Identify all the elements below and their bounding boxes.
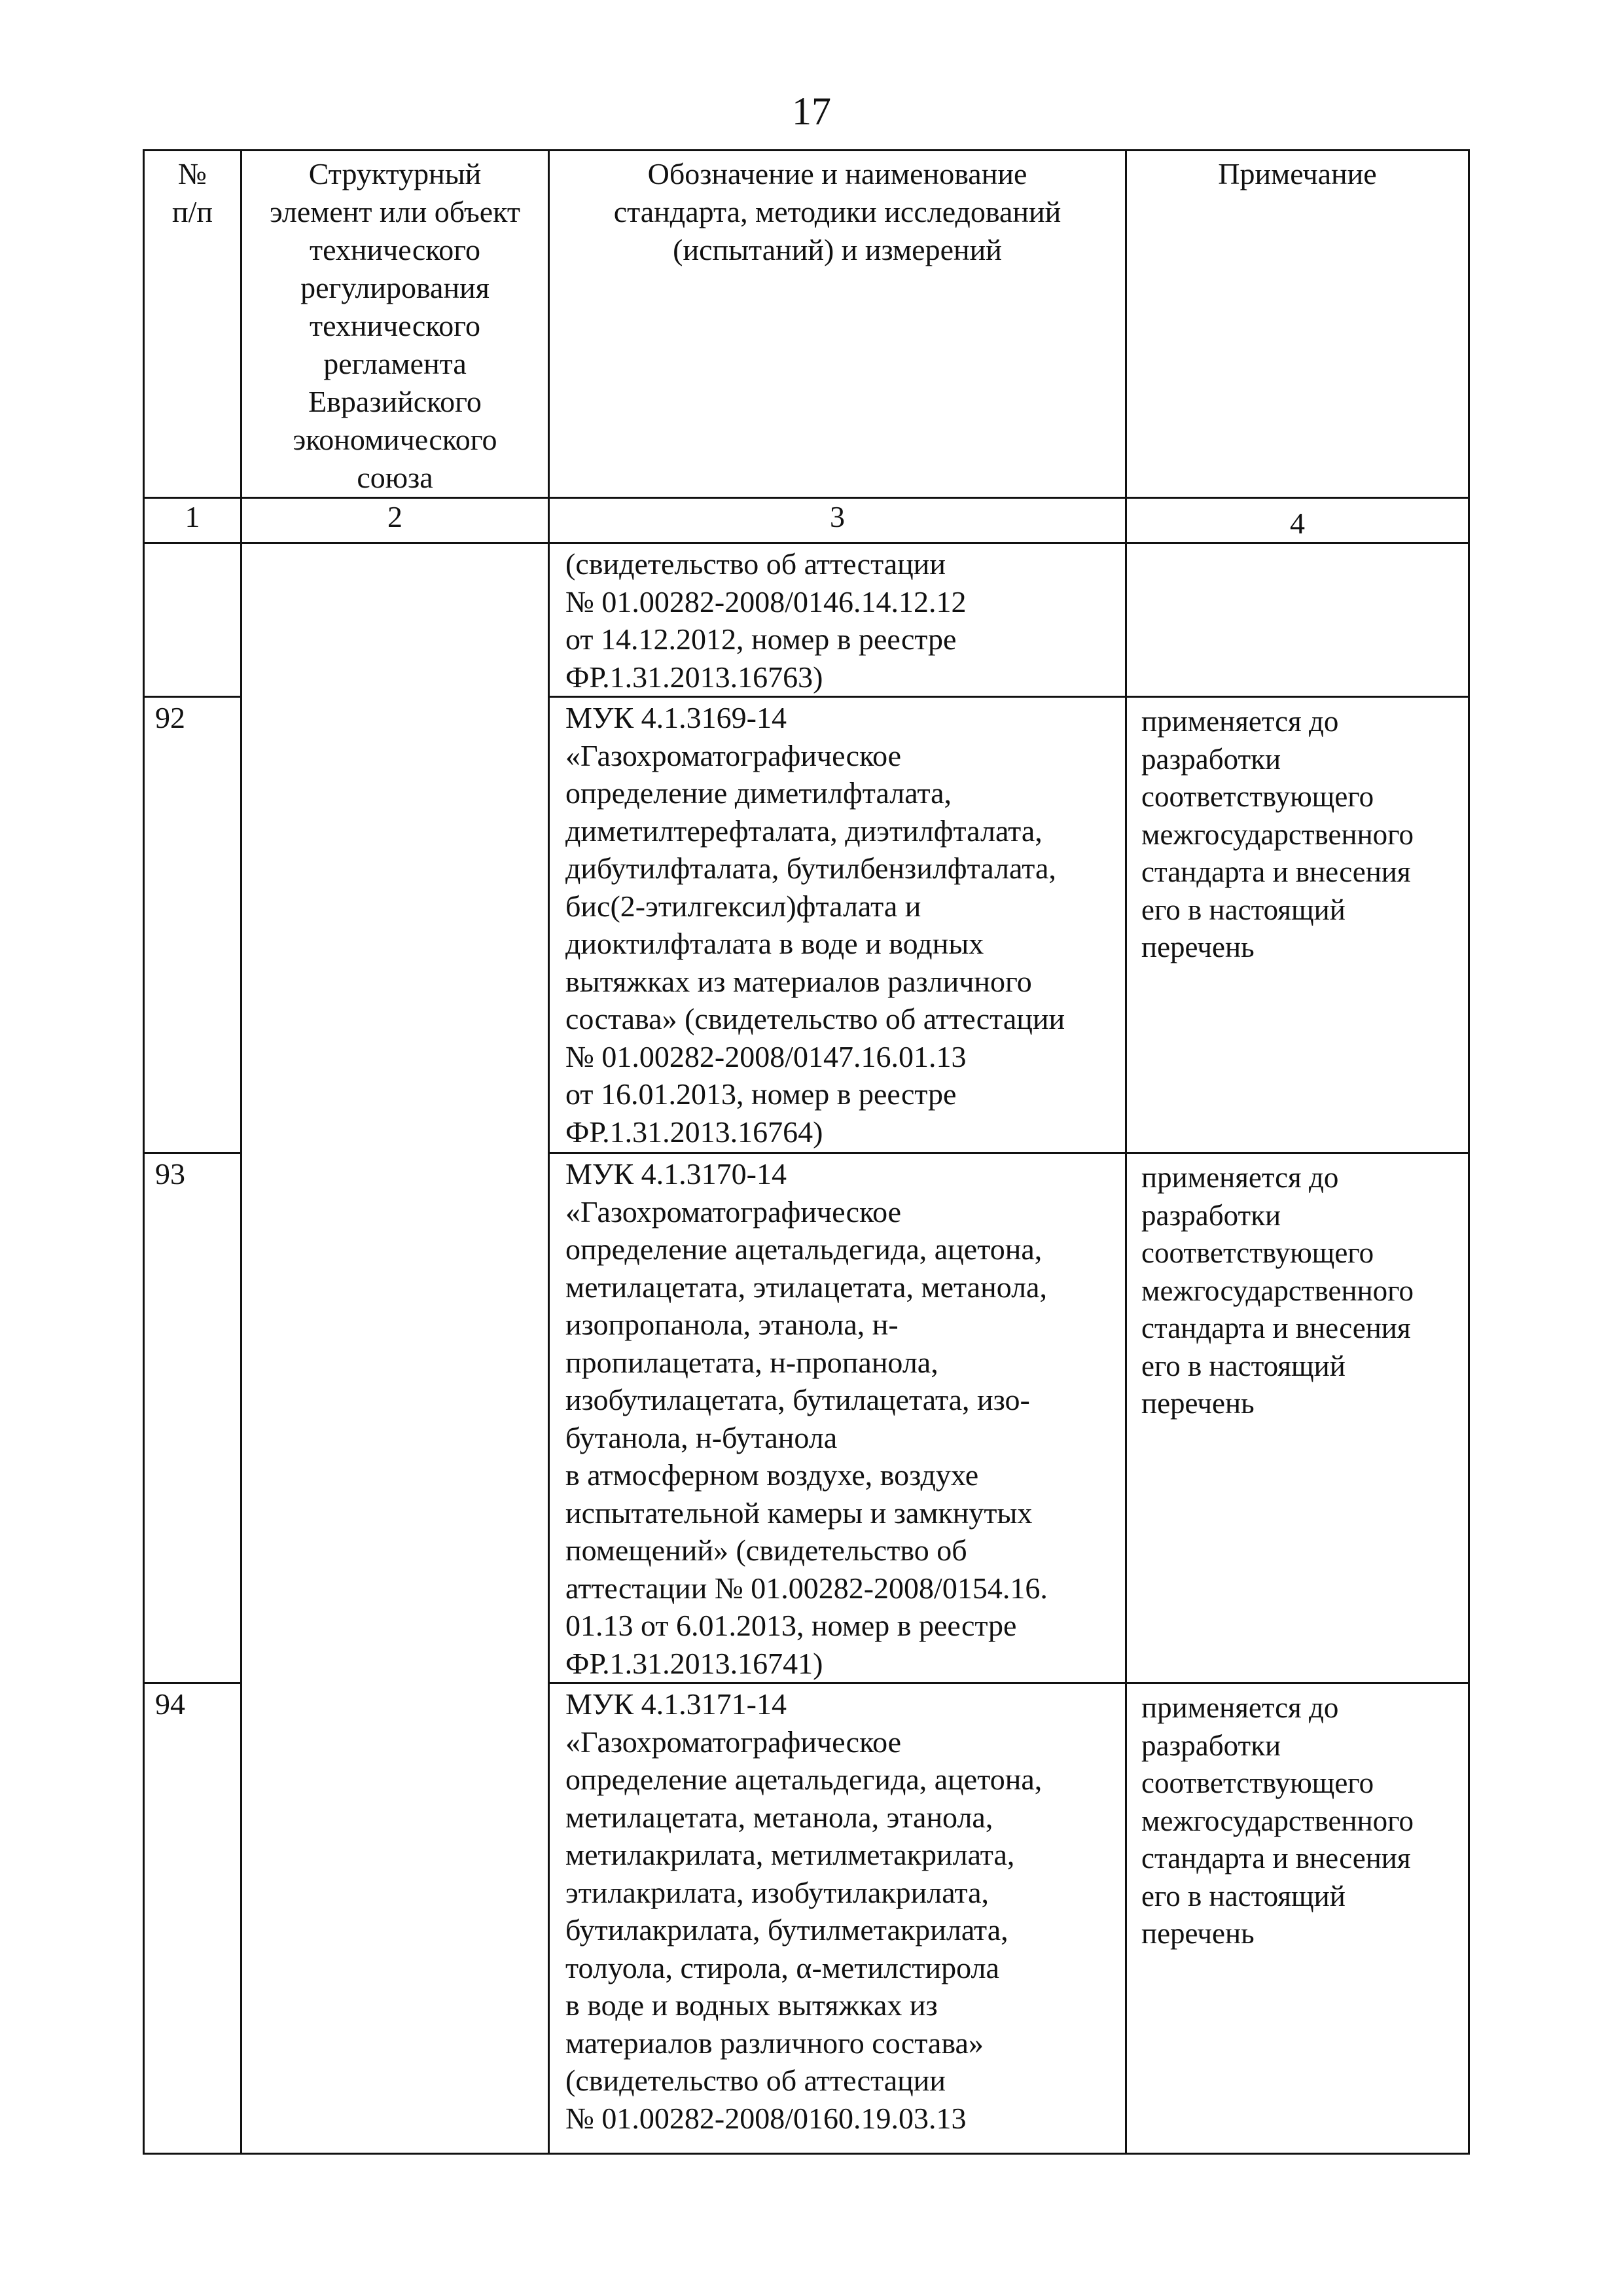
column-number: 1 xyxy=(144,498,241,543)
header-number: № п/п xyxy=(144,151,241,498)
row-number: 94 xyxy=(144,1683,241,2154)
row-note: применяется до разработки соответствующего межгосударственного стандарта и внесения его в настоящий перечень xyxy=(1126,1153,1469,1683)
row-number: 93 xyxy=(144,1153,241,1683)
column-number: 3 xyxy=(549,498,1126,543)
column-number-row xyxy=(144,498,1469,543)
standards-table xyxy=(143,149,1470,2155)
row-number: 92 xyxy=(144,697,241,1153)
column-number: 2 xyxy=(241,498,549,543)
row-structural-element xyxy=(241,543,549,2154)
page-number: 17 xyxy=(792,90,831,133)
row-designation: МУК 4.1.3170-14 «Газохроматографическое определение ацетальдегида, ацетона, метилацетата, этилацетата, метанола, изопропанола, этанола, н- пропилацетата, н-пропанола, изобутилацетата, бутилацетата, изо- бутанола, н-бутанола в атмосферном воздухе, воздухе испытательной камеры и замкнутых помещений» (свидетельство об аттестации № 01.00282-2008/0154.16. 01.13 от 6.01.2013, номер в реестре ФР.1.31.2013.16741) xyxy=(549,1153,1126,1683)
row-designation: МУК 4.1.3169-14 «Газохроматографическое определение диметилфталата, диметилтерефталата, диэтилфталата, дибутилфталата, бутилбензилфталата, бис(2-этилгексил)фталата и диоктилфталата в воде и водных вытяжках из материалов различного состава» (свидетельство об аттестации № 01.00282-2008/0147.16.01.13 от 16.01.2013, номер в реестре ФР.1.31.2013.16764) xyxy=(549,697,1126,1153)
row-note: применяется до разработки соответствующего межгосударственного стандарта и внесения его в настоящий перечень xyxy=(1126,1683,1469,2154)
row-note xyxy=(1126,543,1469,697)
column-number: 4 xyxy=(1126,498,1469,543)
table-row xyxy=(144,543,1469,697)
row-designation: МУК 4.1.3171-14 «Газохроматографическое определение ацетальдегида, ацетона, метилацетата, метанола, этанола, метилакрилата, метилметакрилата, этилакрилата, изобутилакрилата, бутилакрилата, бутилметакрилата, толуола, стирола, α-метилстирола в воде и водных вытяжках из материалов различного состава» (свидетельство об аттестации № 01.00282-2008/0160.19.03.13 xyxy=(549,1683,1126,2154)
header-structural-element: Структурный элемент или объект технического регулирования технического регламента Евразийского экономического союза xyxy=(241,151,549,498)
header-designation: Обозначение и наименование стандарта, методики исследований (испытаний) и измерений xyxy=(549,151,1126,498)
row-number xyxy=(144,543,241,697)
header-note: Примечание xyxy=(1126,151,1469,498)
row-designation: (свидетельство об аттестации № 01.00282-2008/0146.14.12.12 от 14.12.2012, номер в реестре ФР.1.31.2013.16763) xyxy=(549,543,1126,697)
table-header-row xyxy=(144,151,1469,498)
row-note: применяется до разработки соответствующего межгосударственного стандарта и внесения его в настоящий перечень xyxy=(1126,697,1469,1153)
